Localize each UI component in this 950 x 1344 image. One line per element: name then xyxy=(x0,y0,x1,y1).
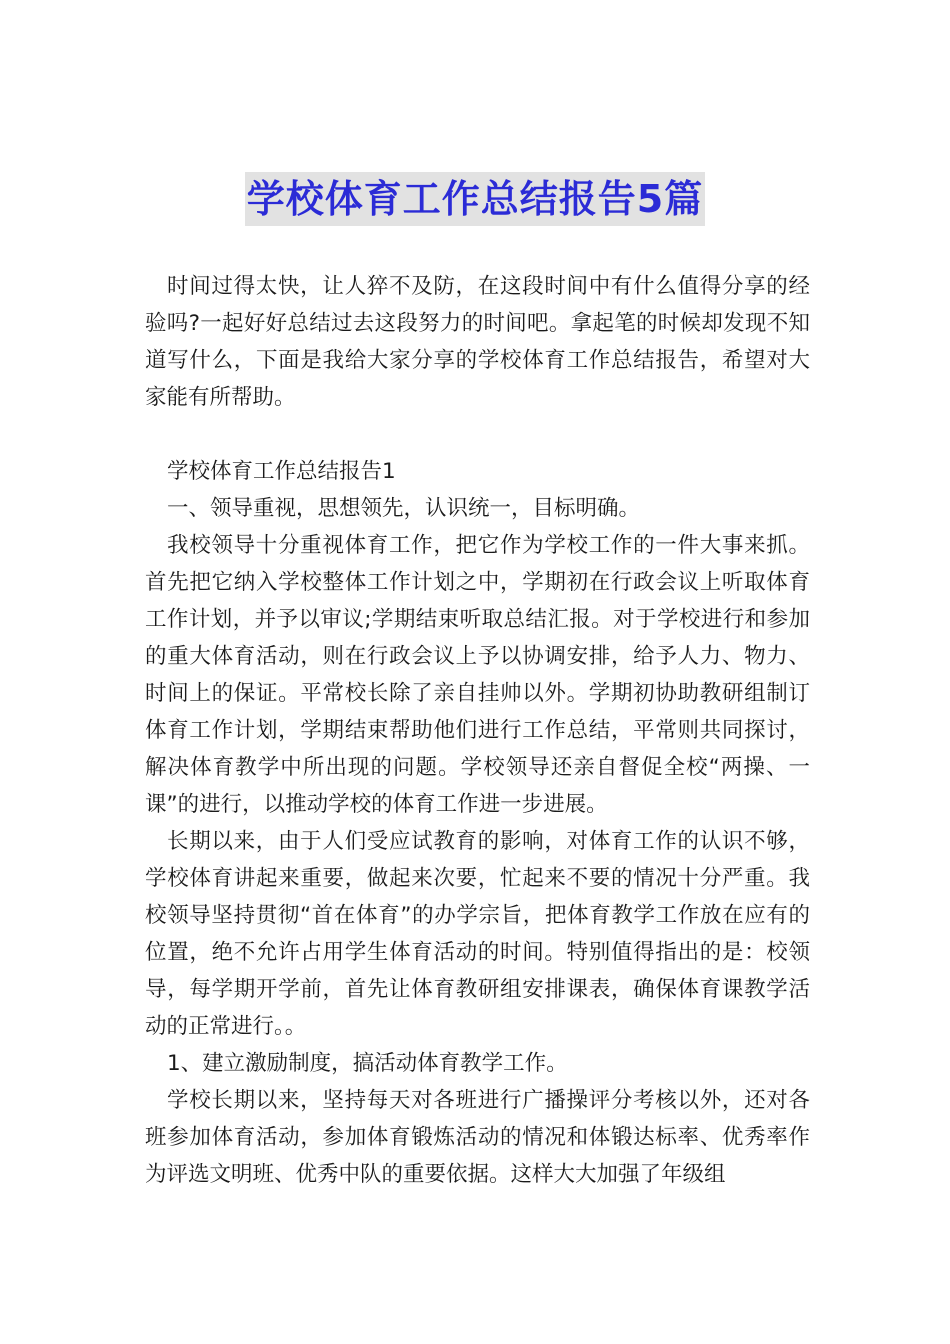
body-paragraph-1: 我校领导十分重视体育工作，把它作为学校工作的一件大事来抓。首先把它纳入学校整体工作计划之中，学期初在行政会议上听取体育工作计划，并予以审议;学期结束听取总结汇报。对于学校进行和参加的重大体育活动，则在行政会议上予以协调安排，给予人力、物力、时间上的保证。平常校长除了亲自挂帅以外。学期初协助教研组制订体育工作计划，学期结束帮助他们进行工作总结，平常则共同探讨，解决体育教学中所出现的问题。学校领导还亲自督促全校“两操、一课”的进行，以推动学校的体育工作进一步进展。 xyxy=(145,533,810,817)
body-paragraph-2: 长期以来，由于人们受应试教育的影响，对体育工作的认识不够，学校体育讲起来重要，做起来次要，忙起来不要的情况十分严重。我校领导坚持贯彻“首在体育”的办学宗旨，把体育教学工作放在应有的位置，绝不允许占用学生体育活动的时间。特别值得指出的是：校领导，每学期开学前，首先让体育教研组安排课表，确保体育课教学活动的正常进行。。 xyxy=(145,829,810,1039)
intro-paragraph: 时间过得太快，让人猝不及防，在这段时间中有什么值得分享的经验吗?一起好好总结过去这段努力的时间吧。拿起笔的时候却发现不知道写什么，下面是我给大家分享的学校体育工作总结报告，希望对大家能有所帮助。 xyxy=(145,274,810,410)
point-two-heading: 1、建立激励制度，搞活动体育教学工作。 xyxy=(167,1051,568,1076)
title-container xyxy=(0,172,950,226)
paragraph-gap xyxy=(145,416,810,453)
section-heading: 学校体育工作总结报告1 xyxy=(167,459,396,484)
body-paragraph-3: 学校长期以来，坚持每天对各班进行广播操评分考核以外，还对各班参加体育活动，参加体育锻炼活动的情况和体锻达标率、优秀率作为评选文明班、优秀中队的重要依据。这样大大加强了年级组 xyxy=(145,1088,810,1187)
document-title: 学校体育工作总结报告5篇 xyxy=(245,172,705,226)
document-body xyxy=(145,268,810,1193)
point-one-heading: 一、领导重视，思想领先，认识统一，目标明确。 xyxy=(167,496,641,521)
